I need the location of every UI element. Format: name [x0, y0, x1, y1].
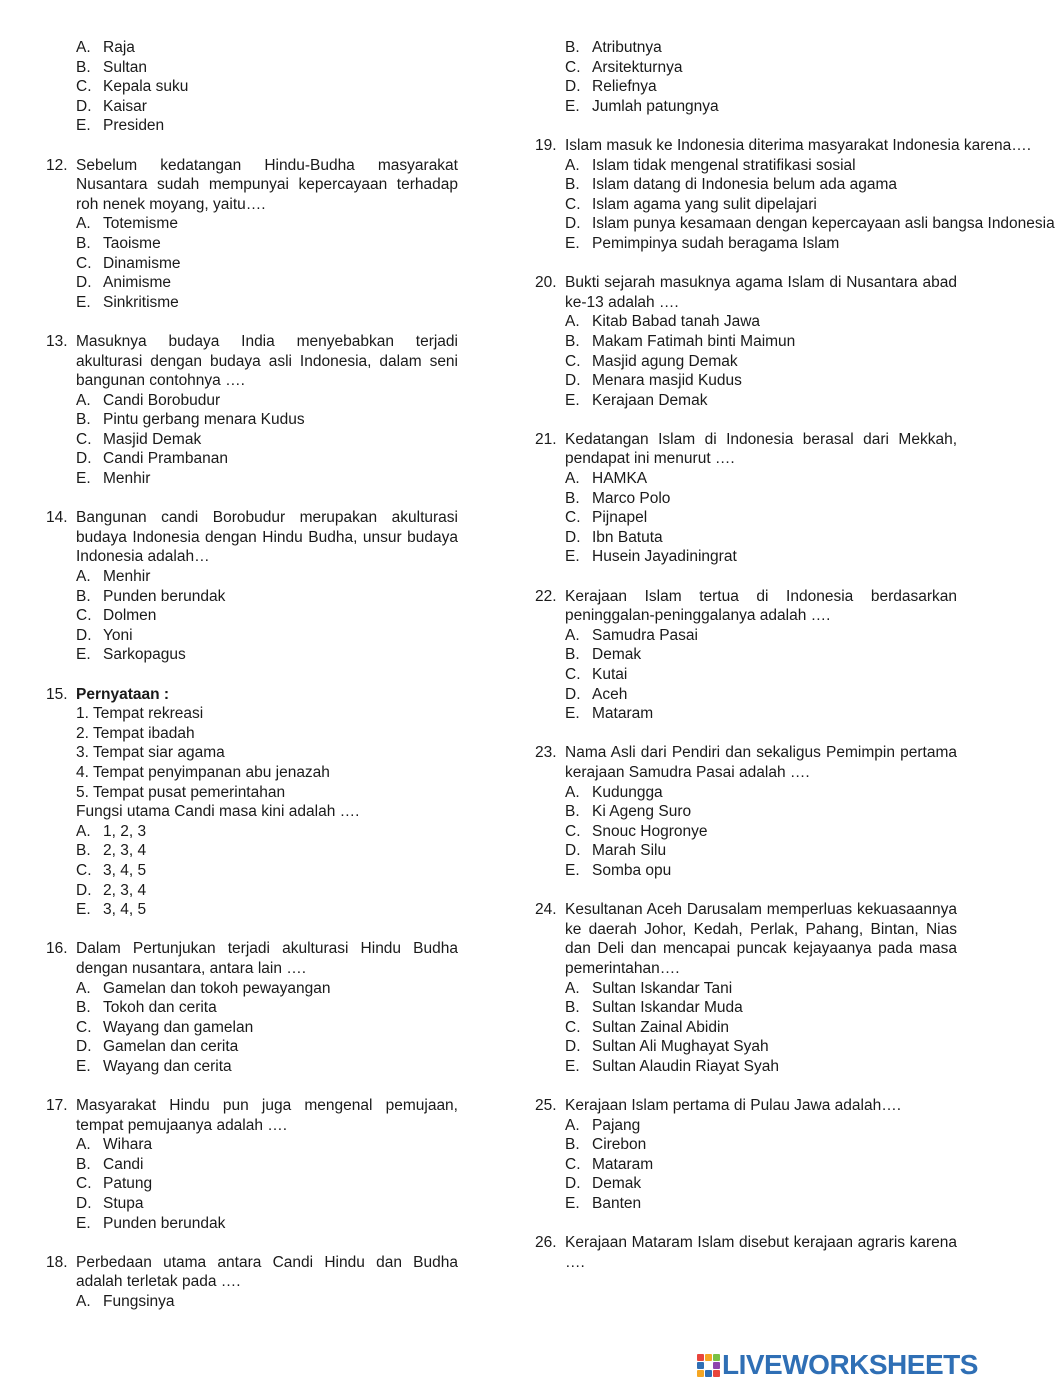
option-letter: D.	[565, 842, 581, 860]
option-letter: D.	[565, 1038, 581, 1056]
answer-options	[76, 391, 458, 489]
question-number: 15.	[46, 685, 68, 703]
answer-option	[565, 979, 957, 999]
answer-option	[76, 410, 458, 430]
answer-option	[565, 469, 957, 489]
option-letter: E.	[76, 901, 91, 919]
question-number: 21.	[535, 430, 557, 448]
answer-option	[565, 97, 957, 117]
option-letter: D.	[565, 372, 581, 390]
option-text: Candi Borobudur	[103, 391, 221, 409]
option-letter: E.	[565, 861, 580, 879]
option-text: Aceh	[592, 685, 628, 703]
option-text: Kudungga	[592, 783, 663, 801]
option-letter: D.	[76, 626, 92, 644]
answer-option	[76, 430, 458, 450]
option-text: Islam agama yang sulit dipelajari	[592, 195, 817, 213]
answer-options	[565, 1116, 957, 1214]
option-text: Ki Ageng Suro	[592, 803, 692, 821]
option-text: Demak	[592, 646, 642, 664]
answer-option	[565, 1057, 957, 1077]
question-22	[535, 587, 957, 724]
option-text: Dinamisme	[103, 254, 181, 272]
option-letter: B.	[76, 1155, 91, 1173]
question-13	[46, 332, 458, 489]
option-letter: B.	[76, 234, 91, 252]
option-text: Punden berundak	[103, 1214, 226, 1232]
option-text: Totemisme	[103, 215, 178, 233]
question-text: Dalam Pertunjukan terjadi akulturasi Hindu Budha dengan nusantara, antara lain ….	[76, 940, 458, 977]
answer-options	[565, 312, 957, 410]
answer-option	[565, 547, 957, 567]
statement-item: 5. Tempat pusat pemerintahan	[76, 783, 286, 801]
question-number: 22.	[535, 587, 557, 605]
option-text: Sarkopagus	[103, 646, 186, 664]
question-text: Bukti sejarah masuknya agama Islam di Nusantara abad ke-13 adalah ….	[565, 274, 957, 311]
answer-option	[76, 1135, 458, 1155]
answer-option	[76, 1018, 458, 1038]
answer-option	[76, 841, 458, 861]
option-text: Sultan Iskandar Tani	[592, 979, 733, 997]
answer-option	[565, 77, 957, 97]
option-letter: E.	[565, 705, 580, 723]
answer-option	[565, 822, 957, 842]
option-text: Pintu gerbang menara Kudus	[103, 411, 305, 429]
question-number: 12.	[46, 156, 68, 174]
option-letter: C.	[565, 58, 581, 76]
answer-option	[76, 1037, 458, 1057]
brand-name: LIVEWORKSHEETS	[722, 1349, 978, 1380]
option-text: Wihara	[103, 1136, 153, 1154]
option-letter: B.	[76, 999, 91, 1017]
question-text: Sebelum kedatangan Hindu-Budha masyarakat Nusantara sudah mempunyai kepercayaan terhadap roh nenek moyang, yaitu….	[76, 156, 458, 213]
liveworksheets-logo	[697, 1348, 997, 1382]
option-text: Wayang dan gamelan	[103, 1018, 254, 1036]
question-text: Perbedaan utama antara Candi Hindu dan Budha adalah terletak pada ….	[76, 1253, 458, 1291]
left-questions	[46, 156, 458, 1312]
answer-option	[565, 802, 957, 822]
option-letter: A.	[565, 1116, 580, 1134]
option-text: Gamelan dan tokoh pewayangan	[103, 979, 331, 997]
option-text: Snouc Hogronye	[592, 822, 708, 840]
answer-option	[565, 1116, 957, 1136]
option-text: Kitab Babad tanah Jawa	[592, 313, 761, 331]
option-text: Samudra Pasai	[592, 626, 698, 644]
option-letter: B.	[76, 58, 91, 76]
question-number: 24.	[535, 901, 557, 919]
option-letter: D.	[565, 528, 581, 546]
option-letter: A.	[76, 979, 91, 997]
option-text: 3, 4, 5	[103, 901, 147, 919]
option-text: Gamelan dan cerita	[103, 1038, 239, 1056]
option-text: Stupa	[103, 1195, 144, 1213]
option-letter: E.	[565, 97, 580, 115]
answer-options	[565, 469, 957, 567]
right-questions	[535, 136, 1055, 1272]
option-text: Dolmen	[103, 607, 157, 625]
logo-grid-icon	[697, 1354, 720, 1377]
option-text: Atributnya	[592, 39, 662, 56]
option-letter: D.	[76, 450, 92, 468]
answer-options	[76, 567, 458, 665]
question-number: 26.	[535, 1234, 557, 1252]
answer-option	[565, 626, 957, 646]
option-text: Cirebon	[592, 1136, 647, 1154]
option-letter: C.	[76, 1175, 92, 1193]
option-text: Islam punya kesamaan dengan kepercayaan asli bangsa Indonesia	[592, 215, 1055, 233]
question-number: 14.	[46, 509, 68, 527]
option-letter: E.	[76, 1214, 91, 1232]
option-text: Pijnapel	[592, 509, 648, 527]
answer-option	[565, 508, 957, 528]
answer-option	[76, 293, 458, 313]
option-text: Yoni	[103, 626, 133, 644]
answer-option	[565, 528, 957, 548]
option-letter: D.	[76, 1195, 92, 1213]
question-text: Fungsi utama Candi masa kini adalah ….	[76, 803, 360, 821]
question-number: 18.	[46, 1253, 68, 1271]
option-letter: A.	[76, 39, 91, 56]
option-letter: C.	[76, 78, 92, 96]
answer-option	[76, 1174, 458, 1194]
option-letter: D.	[565, 685, 581, 703]
question-text: Kedatangan Islam di Indonesia berasal dari Mekkah, pendapat ini menurut ….	[565, 430, 957, 468]
option-letter: C.	[76, 254, 92, 272]
option-text: Candi	[103, 1155, 144, 1173]
option-text: Arsitekturnya	[592, 58, 683, 76]
statement-item: 1. Tempat rekreasi	[76, 705, 204, 723]
option-letter: A.	[76, 1136, 91, 1154]
answer-option	[76, 1214, 458, 1234]
option-letter: B.	[76, 411, 91, 429]
option-text: HAMKA	[592, 470, 648, 488]
answer-option	[76, 567, 458, 587]
answer-options	[565, 783, 957, 881]
option-letter: B.	[565, 39, 580, 56]
option-text: Masjid Demak	[103, 430, 202, 448]
option-text: Menara masjid Kudus	[592, 372, 742, 390]
option-text: Marco Polo	[592, 489, 671, 507]
answer-option	[565, 841, 957, 861]
question-number: 25.	[535, 1097, 557, 1115]
answer-option	[76, 900, 458, 920]
answer-option	[565, 704, 957, 724]
option-letter: C.	[76, 430, 92, 448]
option-text: Menhir	[103, 568, 151, 586]
option-text: Ibn Batuta	[592, 528, 663, 546]
option-text: Pajang	[592, 1116, 641, 1134]
answer-option	[76, 626, 458, 646]
option-text: Somba opu	[592, 861, 672, 879]
question-text: Masyarakat Hindu pun juga mengenal pemujaan, tempat pemujaanya adalah ….	[76, 1097, 458, 1134]
option-letter: A.	[565, 783, 580, 801]
option-letter: A.	[76, 215, 91, 233]
option-text: 1, 2, 3	[103, 822, 147, 840]
question-18	[46, 1253, 458, 1312]
option-letter: E.	[76, 293, 91, 311]
statement-item: 2. Tempat ibadah	[76, 724, 195, 742]
answer-option	[565, 234, 1055, 254]
answer-option	[565, 1037, 957, 1057]
answer-option	[76, 998, 458, 1018]
question-15	[46, 685, 458, 920]
answer-option	[76, 645, 458, 665]
option-letter: B.	[565, 1136, 580, 1154]
option-letter: B.	[565, 176, 580, 194]
answer-option	[76, 1155, 458, 1175]
option-text: 3, 4, 5	[103, 861, 147, 879]
answer-option	[76, 214, 458, 234]
answer-option	[565, 156, 1055, 176]
option-letter: D.	[76, 1038, 92, 1056]
option-letter: E.	[565, 548, 580, 566]
answer-option	[76, 822, 458, 842]
option-letter: B.	[76, 587, 91, 605]
question-text: Kerajaan Islam tertua di Indonesia berdasarkan peninggalan-peninggalanya adalah ….	[565, 587, 957, 625]
answer-option	[76, 58, 458, 78]
option-text: Reliefnya	[592, 78, 657, 96]
option-letter: D.	[76, 881, 92, 899]
option-text: Patung	[103, 1175, 153, 1193]
question-text: Bangunan candi Borobudur merupakan akulturasi budaya Indonesia dengan Hindu Budha, unsur budaya Indonesia adalah…	[76, 509, 458, 566]
option-text: Raja	[103, 39, 135, 56]
option-text: Mataram	[592, 705, 654, 723]
option-text: Candi Prambanan	[103, 450, 228, 468]
question-number: 23.	[535, 744, 557, 762]
answer-option	[565, 391, 957, 411]
option-letter: E.	[565, 1195, 580, 1213]
question-number: 16.	[46, 940, 68, 958]
answer-option	[565, 214, 1055, 234]
answer-options	[76, 979, 458, 1077]
option-letter: D.	[76, 97, 92, 115]
answer-option	[76, 38, 458, 58]
answer-option	[565, 665, 957, 685]
option-text: Sultan Zainal Abidin	[592, 1018, 730, 1036]
option-letter: A.	[565, 156, 580, 174]
question-14	[46, 508, 458, 665]
option-text: Husein Jayadiningrat	[592, 548, 737, 566]
answer-option	[565, 332, 957, 352]
option-text: Taoisme	[103, 234, 161, 252]
answer-option	[76, 449, 458, 469]
answer-options	[565, 156, 1055, 254]
left-column	[46, 38, 458, 1312]
option-letter: C.	[76, 607, 92, 625]
option-letter: C.	[565, 666, 581, 683]
question-24	[535, 900, 957, 1076]
answer-option	[76, 469, 458, 489]
option-letter: B.	[565, 489, 580, 507]
option-letter: B.	[565, 332, 580, 350]
answer-option	[76, 97, 458, 117]
option-text: Punden berundak	[103, 587, 226, 605]
option-text: 2, 3, 4	[103, 842, 147, 860]
statement-item: 3. Tempat siar agama	[76, 744, 225, 762]
option-text: Tokoh dan cerita	[103, 999, 217, 1017]
option-letter: B.	[76, 842, 91, 860]
option-letter: E.	[565, 391, 580, 409]
answer-option	[565, 38, 957, 58]
option-letter: E.	[76, 1057, 91, 1075]
option-letter: C.	[565, 509, 581, 527]
question-26	[535, 1233, 957, 1272]
question-text: Kerajaan Islam pertama di Pulau Jawa adalah….	[565, 1097, 902, 1115]
option-letter: D.	[565, 215, 581, 233]
question-text: Islam masuk ke Indonesia diterima masyarakat Indonesia karena….	[565, 136, 1032, 154]
option-text: Sinkritisme	[103, 293, 179, 311]
option-text: Presiden	[103, 117, 165, 135]
option-letter: A.	[565, 313, 580, 331]
question-23	[535, 743, 957, 880]
answer-option	[76, 77, 458, 97]
question-20	[535, 273, 957, 410]
option-letter: A.	[565, 979, 580, 997]
option-letter: C.	[565, 1155, 581, 1173]
answer-options	[565, 626, 957, 724]
answer-option	[76, 1292, 458, 1312]
option-text: Kerajaan Demak	[592, 391, 708, 409]
answer-option	[76, 861, 458, 881]
answer-option	[565, 195, 1055, 215]
question-heading: Pernyataan :	[76, 685, 170, 703]
answer-option	[565, 645, 957, 665]
answer-option	[76, 1057, 458, 1077]
answer-option	[565, 1135, 957, 1155]
option-letter: C.	[565, 1018, 581, 1036]
question-text: Nama Asli dari Pendiri dan sekaligus Pemimpin pertama kerajaan Samudra Pasai adalah ….	[565, 744, 957, 781]
option-text: Sultan	[103, 58, 147, 76]
option-text: Jumlah patungnya	[592, 97, 719, 115]
option-letter: E.	[76, 470, 91, 488]
option-text: Sultan Ali Mughayat Syah	[592, 1038, 769, 1056]
answer-option	[76, 1194, 458, 1214]
question-text: Masuknya budaya India menyebabkan terjadi akulturasi dengan budaya asli Indonesia, dalam seni bangunan contohnya ….	[76, 332, 458, 390]
answer-option	[565, 1174, 957, 1194]
question-number: 19.	[535, 136, 557, 154]
option-text: Kepala suku	[103, 78, 189, 96]
answer-options	[76, 214, 458, 312]
right-column	[535, 38, 1055, 1272]
answer-option	[565, 175, 1055, 195]
answer-option	[76, 273, 458, 293]
statement-item: 4. Tempat penyimpanan abu jenazah	[76, 763, 330, 781]
option-letter: D.	[565, 78, 581, 96]
option-letter: A.	[565, 626, 580, 644]
q18-options-continued	[565, 38, 957, 116]
option-letter: C.	[565, 822, 581, 840]
option-text: Wayang dan cerita	[103, 1057, 232, 1075]
answer-option	[565, 352, 957, 372]
answer-option	[76, 587, 458, 607]
option-letter: C.	[76, 1018, 92, 1036]
option-text: Makam Fatimah binti Maimun	[592, 332, 796, 350]
question-text: Kesultanan Aceh Darusalam memperluas kekuasaannya ke daerah Johor, Kedah, Perlak, Pahang, Bintan, Nias dan Deli dan mencapai puncak kejayaanya pada masa pemerintahan….	[565, 901, 957, 977]
answer-option	[565, 312, 957, 332]
option-letter: E.	[76, 117, 91, 135]
option-letter: A.	[76, 568, 91, 586]
answer-option	[565, 1155, 957, 1175]
question-16	[46, 939, 458, 1076]
option-text: Banten	[592, 1195, 642, 1213]
option-letter: D.	[76, 274, 92, 292]
option-text: Menhir	[103, 470, 151, 488]
option-text: Mataram	[592, 1155, 654, 1173]
answer-option	[565, 998, 957, 1018]
q11-options	[76, 38, 458, 136]
option-letter: B.	[565, 646, 580, 664]
option-text: Kutai	[592, 666, 628, 683]
answer-option	[76, 881, 458, 901]
question-number: 17.	[46, 1097, 68, 1115]
option-text: Masjid agung Demak	[592, 352, 738, 370]
answer-option	[76, 116, 458, 136]
answer-option	[565, 58, 957, 78]
answer-option	[565, 1018, 957, 1038]
option-text: Sultan Iskandar Muda	[592, 999, 743, 1017]
question-number: 20.	[535, 274, 557, 292]
option-letter: A.	[565, 470, 580, 488]
answer-options	[76, 1135, 458, 1233]
option-letter: A.	[76, 391, 91, 409]
question-text: Kerajaan Mataram Islam disebut kerajaan agraris karena ….	[565, 1234, 957, 1271]
question-19	[535, 136, 1055, 254]
answer-option	[76, 234, 458, 254]
question-number: 13.	[46, 332, 68, 350]
option-text: Animisme	[103, 274, 172, 292]
answer-option	[76, 606, 458, 626]
answer-option	[76, 391, 458, 411]
option-letter: E.	[76, 646, 91, 664]
option-letter: D.	[565, 1175, 581, 1193]
option-letter: C.	[76, 861, 92, 879]
option-text: Marah Silu	[592, 842, 667, 860]
option-letter: C.	[565, 352, 581, 370]
option-text: Pemimpinya sudah beragama Islam	[592, 234, 840, 252]
question-17	[46, 1096, 458, 1233]
option-letter: C.	[565, 195, 581, 213]
option-text: Fungsinya	[103, 1293, 175, 1310]
answer-option	[565, 1194, 957, 1214]
answer-option	[565, 685, 957, 705]
answer-option	[565, 489, 957, 509]
answer-option	[565, 783, 957, 803]
option-letter: E.	[565, 234, 580, 252]
option-letter: A.	[76, 822, 91, 840]
answer-option	[565, 371, 957, 391]
option-text: Islam datang di Indonesia belum ada agama	[592, 176, 898, 194]
question-25	[535, 1096, 957, 1214]
option-letter: E.	[565, 1057, 580, 1075]
option-letter: A.	[76, 1293, 91, 1310]
option-text: 2, 3, 4	[103, 881, 147, 899]
question-21	[535, 430, 957, 567]
option-letter: B.	[565, 999, 580, 1017]
answer-options	[76, 822, 458, 920]
answer-options	[565, 979, 957, 1077]
option-letter: B.	[565, 803, 580, 821]
answer-option	[76, 979, 458, 999]
option-text: Sultan Alaudin Riayat Syah	[592, 1057, 779, 1075]
option-text: Demak	[592, 1175, 642, 1193]
option-text: Kaisar	[103, 97, 147, 115]
option-text: Islam tidak mengenal stratifikasi sosial	[592, 156, 856, 174]
answer-option	[565, 861, 957, 881]
answer-option	[76, 254, 458, 274]
answer-options	[76, 1292, 458, 1312]
question-12	[46, 156, 458, 313]
